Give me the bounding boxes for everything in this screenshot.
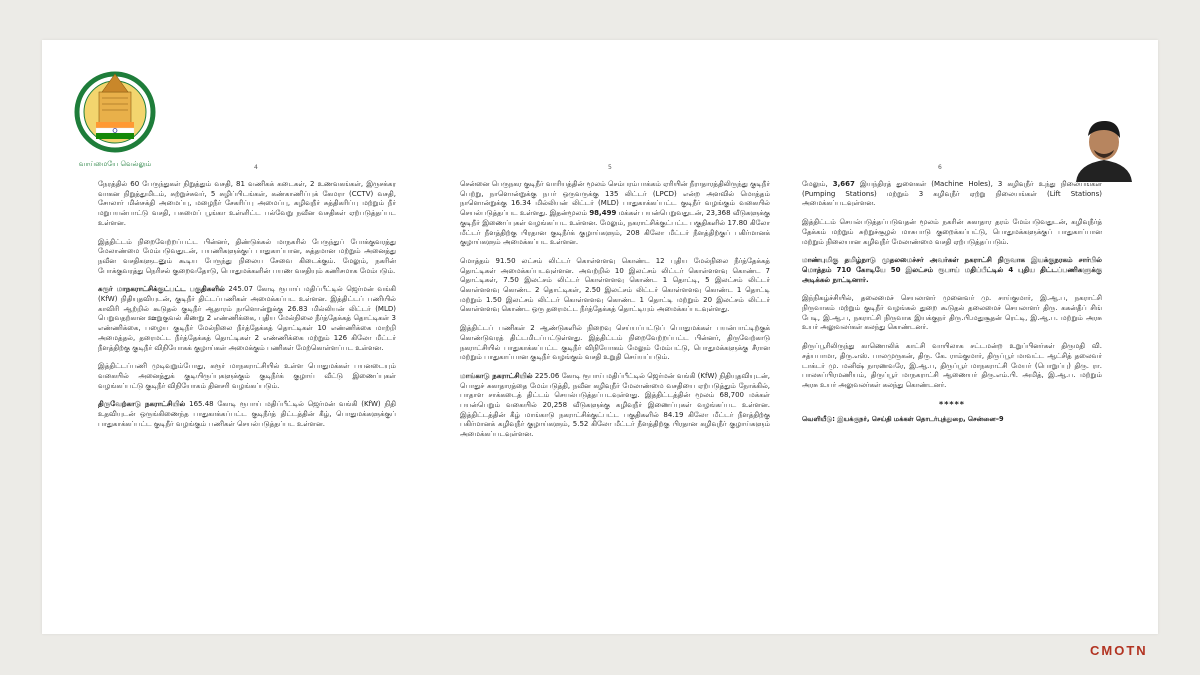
paragraph: இத்திட்டம் செயல்படுத்தப்படுவதன் மூலம் நகரின் சுகாதார தரம் மேம்படுவதுடன், கழிவுநீர்த் தேக்கம் மற்றும் சுற்றுச்சூழல் மாசுபாடு குறைக்கப்பட்டு, பொதுமக்களுக்குப் பாதுகாப்பான மற்றும் நிலையான கழிவுநீர் மேலாண்மை வசதி ஏற்படுத்தப்படும்.: [802, 218, 1102, 246]
portrait-photo: [1068, 110, 1140, 182]
paragraph: [98, 285, 396, 353]
paragraph: இத்திட்டம் நிறைவேற்றப்பட்ட பின்னர், திண்டுக்கல் மாநகரில் பேருந்துப் போக்குவரத்து மேலாண்மை மேம்படுவதுடன், பயணிகளுக்குப் பாதுகாப்பான, சுத்தமான மற்றும் அனைத்து நவீன வசதிகளுடனும் கூடிய பேருந்து நிலைய சேவை கிடைக்கும். மேலும், நகரின் போக்குவரத்து நெரிசல் குறைவதோடு, பொதுமக்களின் பயண வசதியும் கணிசமாக மேம்படும்.: [98, 237, 396, 275]
paragraph: [460, 372, 770, 440]
paragraph-body: மக்கள் பயன்பெறுவதுடன், 23,368 வீடுகளுக்கு குடிநீர் இணைப்புகள் வழங்கப்பட உள்ளன. மேலும், நகராட்சிக்குட்பட்ட பகுதிகளில் 17.80 கிலோ மீட்டர் நீளத்திற்கு பிரதான குடிநீர்க் குழாய்களும், 208 கிலோ மீட்டர் நீளத்திற்குப் பகிர்மானக் குழாய்களும் அமைக்கப்பட உள்ளன.: [460, 209, 770, 247]
paragraph: [802, 180, 1102, 209]
paragraph: இத்திட்டப் பணிகள் 2 ஆண்டுகளில் நிறைவு செய்யப்பட்டுப் பொதுமக்கள் பயன்பாட்டிற்குக் கொண்டுவரத் திட்டமிடப்பட்டுள்ளது. இத்திட்டம் நிறைவேற்றப்பட்ட பின்னர், திருவேற்காடு நகராட்சியில் பாதுகாக்கப்பட்ட குடிநீர் விநியோகம் மேலும் மேம்பட்டு, பொதுமக்களுக்கு சீரான மற்றும் பாதுகாப்பான குடிநீர் வழங்கும் வசதி உறுதி செய்யப்படும்.: [460, 324, 770, 362]
tamil-nadu-emblem-icon: [74, 62, 156, 186]
paragraph-body: இயந்திரத் துளைகள் (Machine Holes), 3 கழிவுநீர் உந்து நிலையங்கள் (Pumping Stations) மற்றும் 3 கழிவுநீர் ஏற்று நிலையங்கள் (Lift Stations) அமைக்கப்படவுள்ளன.: [802, 180, 1102, 208]
highlight-paragraph: [802, 256, 1102, 285]
paragraph-body: சென்னை பெருநகர குடிநீர் வாரியத்தின் மூலம் செம்பரம்பாக்கம் ஏரியின் நீராதாரத்திலிருந்து குடிநீர் பெற்று, நாளொன்றுக்கு நபர் ஒருவருக்கு 135 லிட்டர் (LPCD) என்ற அளவில் மொத்தம் நாளொன்றுக்கு 16.34 மில்லியன் லிட்டர் (MLD) பாதுகாக்கப்பட்ட குடிநீர் வழங்கும் வகையில் செயல்படுத்தப்பட உள்ளது. இதன்மூலம்: [460, 180, 770, 218]
page-column-5: [460, 180, 770, 449]
paragraph: நேரத்தில் 60 பேருந்துகள் நிறுத்தும் வசதி, 81 வணிகக் கடைகள், 2 உணவகங்கள், இருசக்கர வாகன நிறுத்துமிடம், சுற்றுச்சுவர், 5 சுழிப்பிடங்கள், கண்காணிப்புக் கேமரா (CCTV) வசதி, சோலார் மின்சக்தி அமைப்பு, மழைநீர் சேகரிப்பு அமைப்பு, கழிவுநீர் சுத்திகரிப்பு மற்றும் நீர் மறுபயன்பாட்டு வசதி, பசுமைப் பூங்கா உள்ளிட்ட பல்வேறு நவீன வசதிகள் ஏற்படுத்தப்பட உள்ளன.: [98, 180, 396, 227]
page-column-4: [98, 180, 396, 438]
brand-logo: CMOTN: [1090, 643, 1148, 658]
release-credit: வெளியீடு: இயக்குநர், செய்தி மக்கள் தொடர்புத்துறை, சென்னை–9: [802, 415, 1004, 424]
bold-announcement: மாண்புமிகு தமிழ்நாடு முதலமைச்சர் அவர்கள் நகராட்சி நிருவாக இயக்குநரகம் சார்பில் மொத்தம் 710 கோடியே 50 இலட்சம் ரூபாய் மதிப்பீட்டில் 4 புதிய திட்டப்பணிகளுக்கு அடிக்கல் நாட்டினார்.: [802, 256, 1102, 284]
section-divider: *****: [939, 399, 965, 409]
bold-lead: கரூர் மாநகராட்சிக்குட்பட்ட பகுதிகளில்: [98, 285, 225, 294]
paragraph: இந்நிகழ்ச்சியில், தலைமைச் செயலாளர் முனைவர் மு. சாய்குமார், இ.ஆ.ப, நகராட்சி நிருவாகம் மற்றும் குடிநீர் வழங்கல் துறை கூடுதல் தலைமைச் செயலாளர் திரு. ககன்தீப் சிங் பேடி, இ.ஆ.ப, நகராட்சி நிருவாக இயக்குநர் திரு.பி.மதுசூதன் ரெட்டி, இ.ஆ.ப. மற்றும் அரசு உயர் அலுவலர்கள் கலந்து கொண்டனர்.: [802, 294, 1102, 332]
paragraph-body: 245.07 கோடி ரூபாய் மதிப்பீட்டில் ஜெர்மன் வங்கி (KfW) நிதியுதவியுடன், குடிநீர் திட்டப்பணிகள் அமைக்கப்பட உள்ளன. இத்திட்டப் பணியில் காவிரி ஆற்றில் கூடுதல் குடிநீர் ஆதாரம் நாளொன்றுக்கு 26.83 மில்லியன் லிட்டர் (MLD) பெறுவதற்கான ஊறுகுவல் கிணறு 2 எண்ணிக்கை, புதிய மேல்நிலை நீர்த்தேக்கத் தொட்டிகள் 3 எண்ணிக்கை, பழைய குடிநீர் மேல்நிலை நீர்த்தேக்கத் தொட்டிகள் 10 எண்ணிக்கை மாற்றி அமைத்தல், தரைமட்ட நீர்த்தேக்கத் தொட்டிகள் 2 எண்ணிக்கை மற்றும் 126 கிலோ மீட்டர் நீளத்திற்கு குடிநீர் விநியோகக் குழாய்கள் அமைக்கும் பணிகள் மேற்கொள்ளப்பட உள்ளன.: [98, 285, 396, 352]
bold-figure: 3,667: [832, 180, 855, 188]
page-number: 4: [254, 164, 258, 171]
bold-lead: திருவேற்காடு நகராட்சியில்: [98, 400, 186, 409]
paragraph: [98, 400, 396, 429]
paragraph: [460, 180, 770, 248]
paragraph: மொத்தம் 91.50 லட்சம் லிட்டர் கொள்ளளவு கொண்ட 12 புதிய மேல்நிலை நீர்த்தேக்கத் தொட்டிகள் அமைக்கப்படவுள்ளன. அவற்றில் 10 இலட்சம் லிட்டர் கொள்ளளவு கொண்ட 7 தொட்டிகள், 7.50 இலட்சம் லிட்டர் கொள்ளளவு கொண்ட 1 தொட்டி, 5 இலட்சம் லிட்டர் கொள்ளளவு கொண்ட 2 தொட்டிகள், 2.50 இலட்சம் லிட்டர் கொள்ளளவு கொண்ட 1 தொட்டி மற்றும் 1.50 இலட்சம் லிட்டர் கொள்ளளவு கொண்ட 1 தொட்டி மற்றும் 20 இலட்சம் லிட்டர் கொள்ளளவு கொண்ட ஒரு தரைமட்ட நீர்த்தேக்கத் தொட்டியும் அமைக்கப்படவுள்ளது.: [460, 256, 770, 314]
page-number: 6: [938, 164, 942, 171]
emblem-motto: வாய்மையே வெல்லும்: [78, 160, 152, 168]
paragraph-body: 225.06 கோடி ரூபாய் மதிப்பீட்டில் ஜெர்மன் வங்கி (KfW) நிதியுதவியுடன், பொதுச் சுகாதாரத்தை மேம்படுத்தி, நவீன கழிவுநீர் மேலாண்மை வசதியை ஏற்படுத்தும் நோக்கில், பாதாள சாக்கடைத் திட்டம் செயல்படுத்தப்படவுள்ளது. இத்திட்டத்தின் மூலம் 68,700 மக்கள் பயன்பெறும் வகையில் 20,258 வீடுகளுக்கு கழிவுநீர் இணைப்புகள் வழங்கப்பட உள்ளன. இத்திட்டத்தின் கீழ் மாங்காடு நகராட்சிக்குட்பட்ட பகுதிகளில் 84.19 கிலோ மீட்டர் நீளத்திற்கு பகிர்மானக் கழிவுநீர் குழாய்களும், 5.52 கிலோ மீட்டர் நீளத்திற்கு பிரதான கழிவுநீர் குழாய்களும் அமைக்கப்படவுள்ளன.: [460, 371, 770, 439]
paragraph-body: 165.48 கோடி ரூபாய் மதிப்பீட்டில் ஜெர்மன் வங்கி (KfW) நிதி உதவியுடன் ஒருங்கிணைந்த பாதுகாக்கப்பட்ட குடிநீர்த் திட்டத்தின் கீழ், பொதுமக்களுக்குப் பாதுகாக்கப்பட்ட குடிநீர் வழங்கும் பணிகள் செயல்படுத்தப்பட உள்ளன.: [98, 400, 396, 428]
paragraph: இத்திட்டப்பணி முடிவுறும்போது, கரூர் மாநகராட்சியில் உள்ள பொதுமக்கள் பயனடையும் வகையில் அனைத்துக் குடியிருப்புகளுக்கும் குடிநீர்க் குழாய் வீட்டு இணைப்புகள் வழங்கப்பட்டு குடிநீர் விநியோகம் தினசரி வழங்கப்படும்.: [98, 362, 396, 390]
bold-figure: 98,499: [589, 209, 617, 218]
page-number: 5: [608, 164, 612, 171]
paragraph-body: மேலும்,: [802, 180, 833, 188]
page-column-6: [802, 180, 1102, 425]
bold-lead: மாங்காடு நகராட்சியில்: [460, 371, 533, 380]
press-release-sheet: [42, 40, 1158, 634]
paragraph: திருப்பூரிலிருந்து காணொலிக் காட்சி வாயிலாக சட்டமன்ற உறுப்பினர்கள் திருமதி வி. சத்யபாமா, திரு.எஸ். பாலமுருகன், திரு. கே. ராம்குமார், திருப்பூர் மாவட்ட ஆட்சித் தலைவர் டாக்டர் மு. மனிஷ் நாரணவரே, இ.ஆ.ப, திருப்பூர் மாநகராட்சி மேயர் (பொறுப்பு) திரு. ரா. பாலசுப்பிரமணியம், திருப்பூர் மாநகராட்சி ஆணையர் திரு.எம்.பி. அமித், இ.ஆ.ப. மற்றும் அரசு உயர் அலுவலர்கள் கலந்து கொண்டனர்.: [802, 342, 1102, 389]
